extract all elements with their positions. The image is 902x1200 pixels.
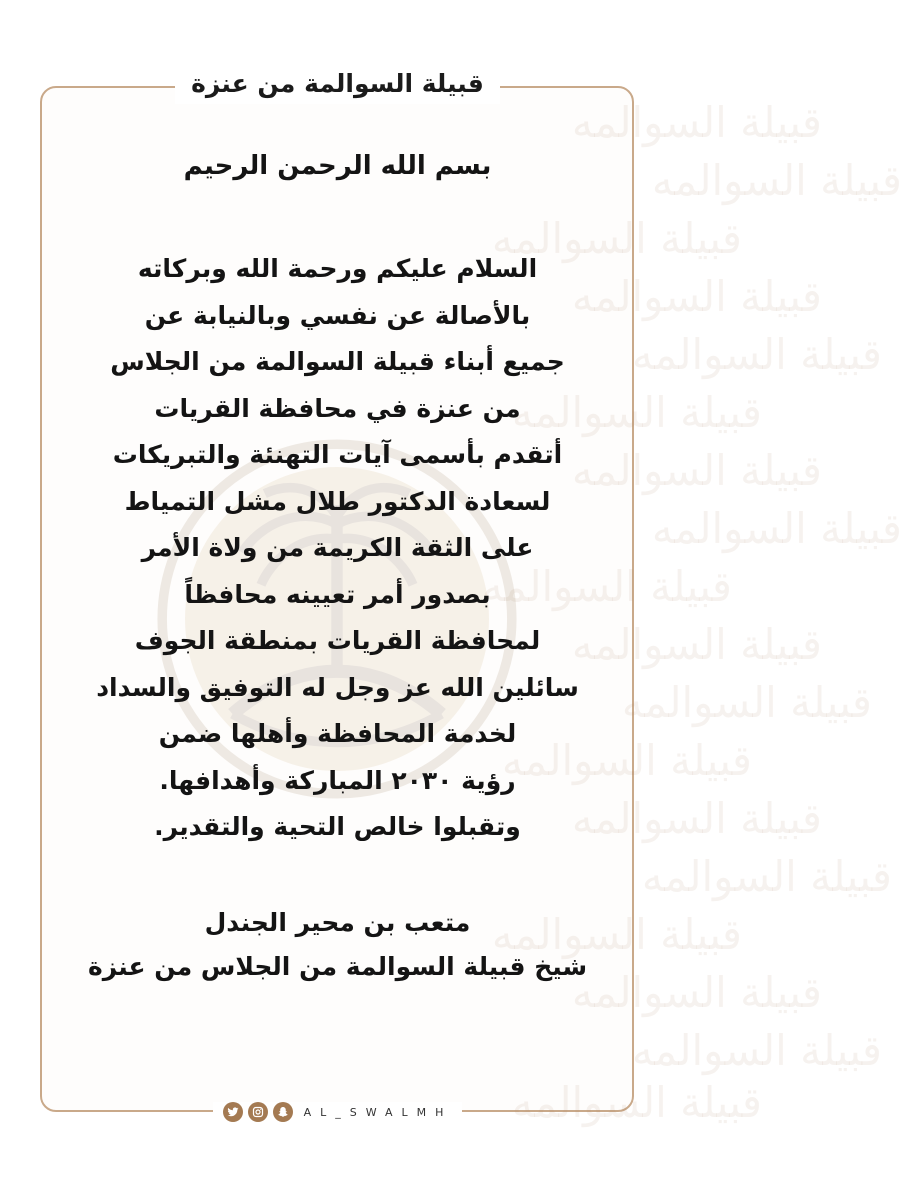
letter-line: أتقدم بأسمى آيات التهنئة والتبريكات xyxy=(112,440,563,469)
letter-line: السلام عليكم ورحمة الله وبركاته xyxy=(137,254,538,283)
watermark-row: قبيلة السوالمه xyxy=(571,620,822,669)
watermark-row: قبيلة السوالمه xyxy=(511,1078,762,1127)
letter-line: وتقبلوا خالص التحية والتقدير. xyxy=(154,812,521,841)
letter-body xyxy=(60,146,615,989)
watermark-row: قبيلة السوالمه xyxy=(491,910,742,959)
social-bar xyxy=(213,1102,463,1122)
signature-name: متعب بن محير الجندل xyxy=(204,907,471,937)
watermark-row: قبيلة السوالمه xyxy=(571,98,822,147)
watermark-row: قبيلة السوالمه xyxy=(641,852,892,901)
watermark-row: قبيلة السوالمه xyxy=(571,968,822,1017)
letter-line: لمحافظة القريات بمنطقة الجوف xyxy=(134,626,541,655)
instagram-icon[interactable] xyxy=(248,1102,268,1122)
watermark-row: قبيلة السوالمه xyxy=(571,272,822,321)
letter-line: بالأصالة عن نفسي وبالنيابة عن xyxy=(144,300,531,330)
watermark-row: قبيلة السوالمه xyxy=(651,156,902,205)
signature-block xyxy=(60,901,615,989)
letter-line: على الثقة الكريمة من ولاة الأمر xyxy=(141,533,534,562)
signature-title: شيخ قبيلة السوالمة من الجلاس من عنزة xyxy=(87,951,588,981)
watermark-row: قبيلة السوالمه xyxy=(631,330,882,379)
watermark-row: قبيلة السوالمه xyxy=(571,794,822,843)
watermark-row: قبيلة السوالمه xyxy=(621,678,872,727)
page-title: قبيلة السوالمة من عنزة xyxy=(175,64,500,104)
letter-line: بصدور أمر تعيينه محافظاً xyxy=(184,579,491,609)
watermark-row: قبيلة السوالمه xyxy=(501,736,752,785)
watermark-row: قبيلة السوالمه xyxy=(481,562,732,611)
letter-line: لسعادة الدكتور طلال مشل التمياط xyxy=(124,486,551,516)
social-handle: AL_SWALMH xyxy=(303,1105,453,1119)
twitter-icon[interactable] xyxy=(223,1102,243,1122)
letter-line: جميع أبناء قبيلة السوالمة من الجلاس xyxy=(110,347,565,376)
snapchat-icon[interactable] xyxy=(273,1102,293,1122)
watermark-row: قبيلة السوالمه xyxy=(511,388,762,437)
footer xyxy=(0,1102,675,1122)
watermark-row: قبيلة السوالمه xyxy=(491,214,742,263)
watermark-row: قبيلة السوالمه xyxy=(631,1026,882,1075)
letter-line: لخدمة المحافظة وأهلها ضمن xyxy=(158,719,517,748)
basmala: بسم الله الرحمن الرحيم xyxy=(183,151,492,181)
watermark-row: قبيلة السوالمه xyxy=(651,504,902,553)
letter-line: من عنزة في محافظة القريات xyxy=(154,393,521,423)
letter-lines xyxy=(60,246,615,851)
watermark-row: قبيلة السوالمه xyxy=(571,446,822,495)
letter-line: سائلين الله عز وجل له التوفيق والسداد xyxy=(96,672,579,702)
letter-line: رؤية ٢٠٣٠ المباركة وأهدافها. xyxy=(159,765,516,795)
header xyxy=(0,64,675,104)
